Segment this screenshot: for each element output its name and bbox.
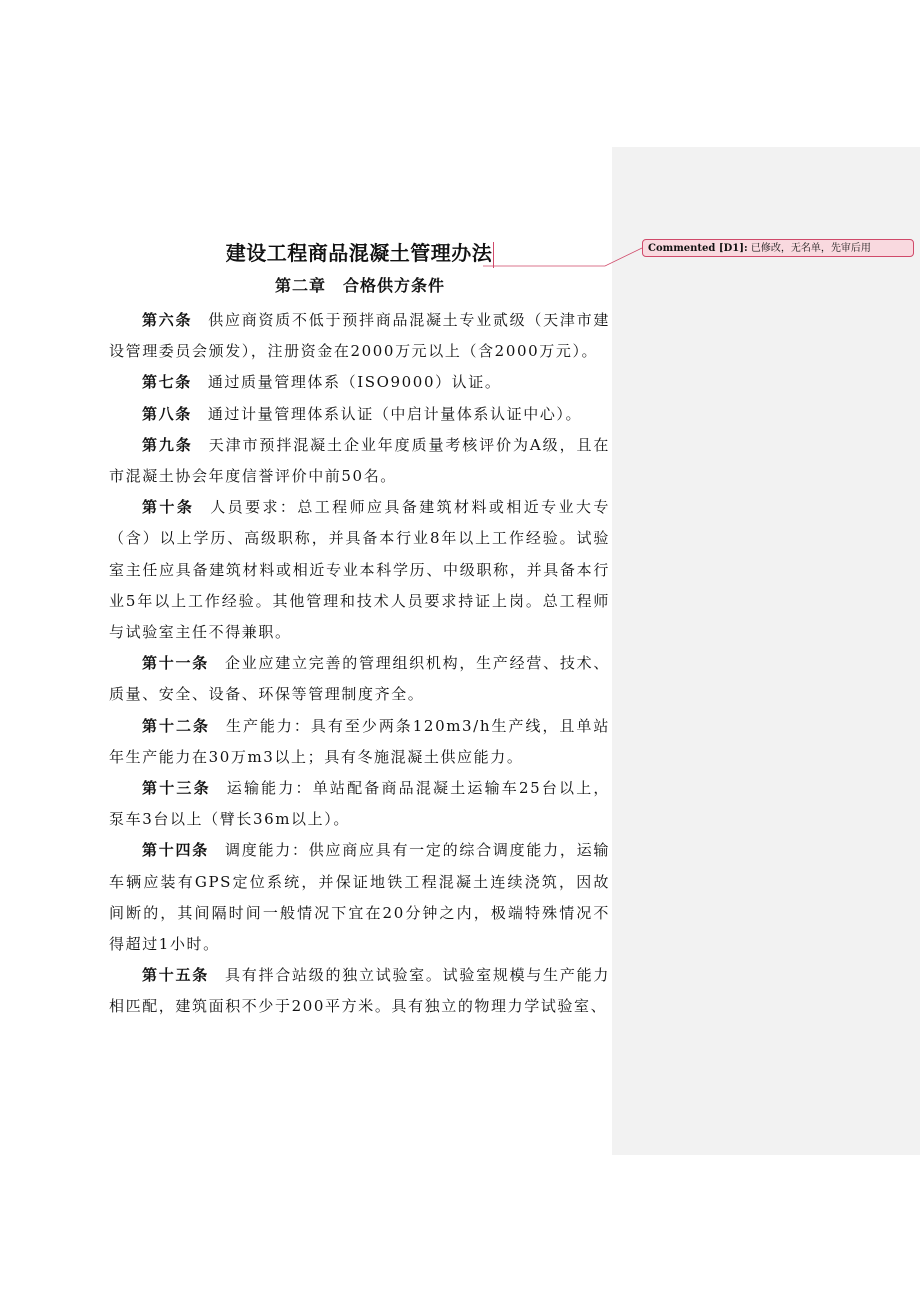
comment-balloon[interactable] bbox=[642, 239, 914, 257]
article-text: 生产能力：具有至少两条120m3/h生产线，且单站年生产能力在30万m3以上；具有冬施混凝土供应能力。 bbox=[109, 716, 610, 766]
article-paragraph bbox=[109, 430, 610, 492]
article-number: 第十二条 bbox=[142, 716, 210, 735]
article-paragraph bbox=[109, 960, 610, 1022]
article-paragraph bbox=[109, 711, 610, 773]
article-text: 调度能力：供应商应具有一定的综合调度能力，运输车辆应装有GPS定位系统，并保证地铁工程混凝土连续浇筑，因故间断的，其间隔时间一般情况下宜在20分钟之内，极端特殊情况不得超过1小时。 bbox=[109, 841, 610, 954]
document-title bbox=[110, 238, 610, 268]
article-number: 第七条 bbox=[142, 373, 192, 392]
article-number: 第十五条 bbox=[142, 966, 209, 985]
document-body bbox=[109, 305, 610, 1023]
article-paragraph bbox=[109, 399, 610, 430]
article-number: 第八条 bbox=[142, 404, 192, 423]
article-number: 第十一条 bbox=[142, 654, 209, 673]
article-text: 供应商资质不低于预拌商品混凝土专业贰级（天津市建设管理委员会颁发），注册资金在2000万元以上（含2000万元）。 bbox=[109, 311, 610, 361]
article-text: 人员要求：总工程师应具备建筑材料或相近专业大专（含）以上学历、高级职称，并具备本行业8年以上工作经验。试验室主任应具备建筑材料或相近专业本科学历、中级职称，并具备本行业5年以上工作经验。其他管理和技术人员要求持证上岗。总工程师与试验室主任不得兼职。 bbox=[109, 498, 610, 642]
article-number: 第九条 bbox=[142, 435, 193, 454]
comment-anchor-marker[interactable] bbox=[493, 242, 494, 268]
article-paragraph bbox=[109, 773, 610, 835]
document-title-text: 建设工程商品混凝土管理办法 bbox=[225, 241, 493, 265]
article-text: 通过质量管理体系（ISO9000）认证。 bbox=[207, 373, 502, 392]
article-number: 第十四条 bbox=[142, 841, 209, 860]
chapter-heading: 第二章 合格供方条件 bbox=[274, 276, 445, 295]
article-text: 企业应建立完善的管理组织机构，生产经营、技术、质量、安全、设备、环保等管理制度齐全。 bbox=[109, 654, 610, 704]
article-number: 第十三条 bbox=[142, 779, 211, 798]
article-paragraph bbox=[109, 367, 610, 398]
article-text: 运输能力：单站配备商品混凝土运输车25台以上，泵车3台以上（臂长36m以上）。 bbox=[109, 779, 611, 829]
article-paragraph bbox=[109, 648, 610, 710]
article-number: 第十条 bbox=[142, 498, 195, 517]
article-paragraph bbox=[109, 835, 610, 960]
article-paragraph bbox=[109, 305, 610, 367]
comments-margin-pane bbox=[612, 147, 920, 1155]
comment-text: 已修改，无名单，先审后用 bbox=[750, 243, 871, 254]
comment-author: Commented [D1]: bbox=[648, 243, 748, 254]
article-text: 通过计量管理体系认证（中启计量体系认证中心）。 bbox=[207, 404, 583, 423]
article-text: 天津市预拌混凝土企业年度质量考核评价为A级，且在市混凝土协会年度信誉评价中前50名。 bbox=[109, 435, 610, 486]
article-number: 第六条 bbox=[142, 311, 193, 329]
article-text: 具有拌合站级的独立试验室。试验室规模与生产能力相匹配，建筑面积不少于200平方米。具有独立的物理力学试验室、 bbox=[109, 966, 610, 1016]
article-paragraph bbox=[109, 492, 610, 648]
